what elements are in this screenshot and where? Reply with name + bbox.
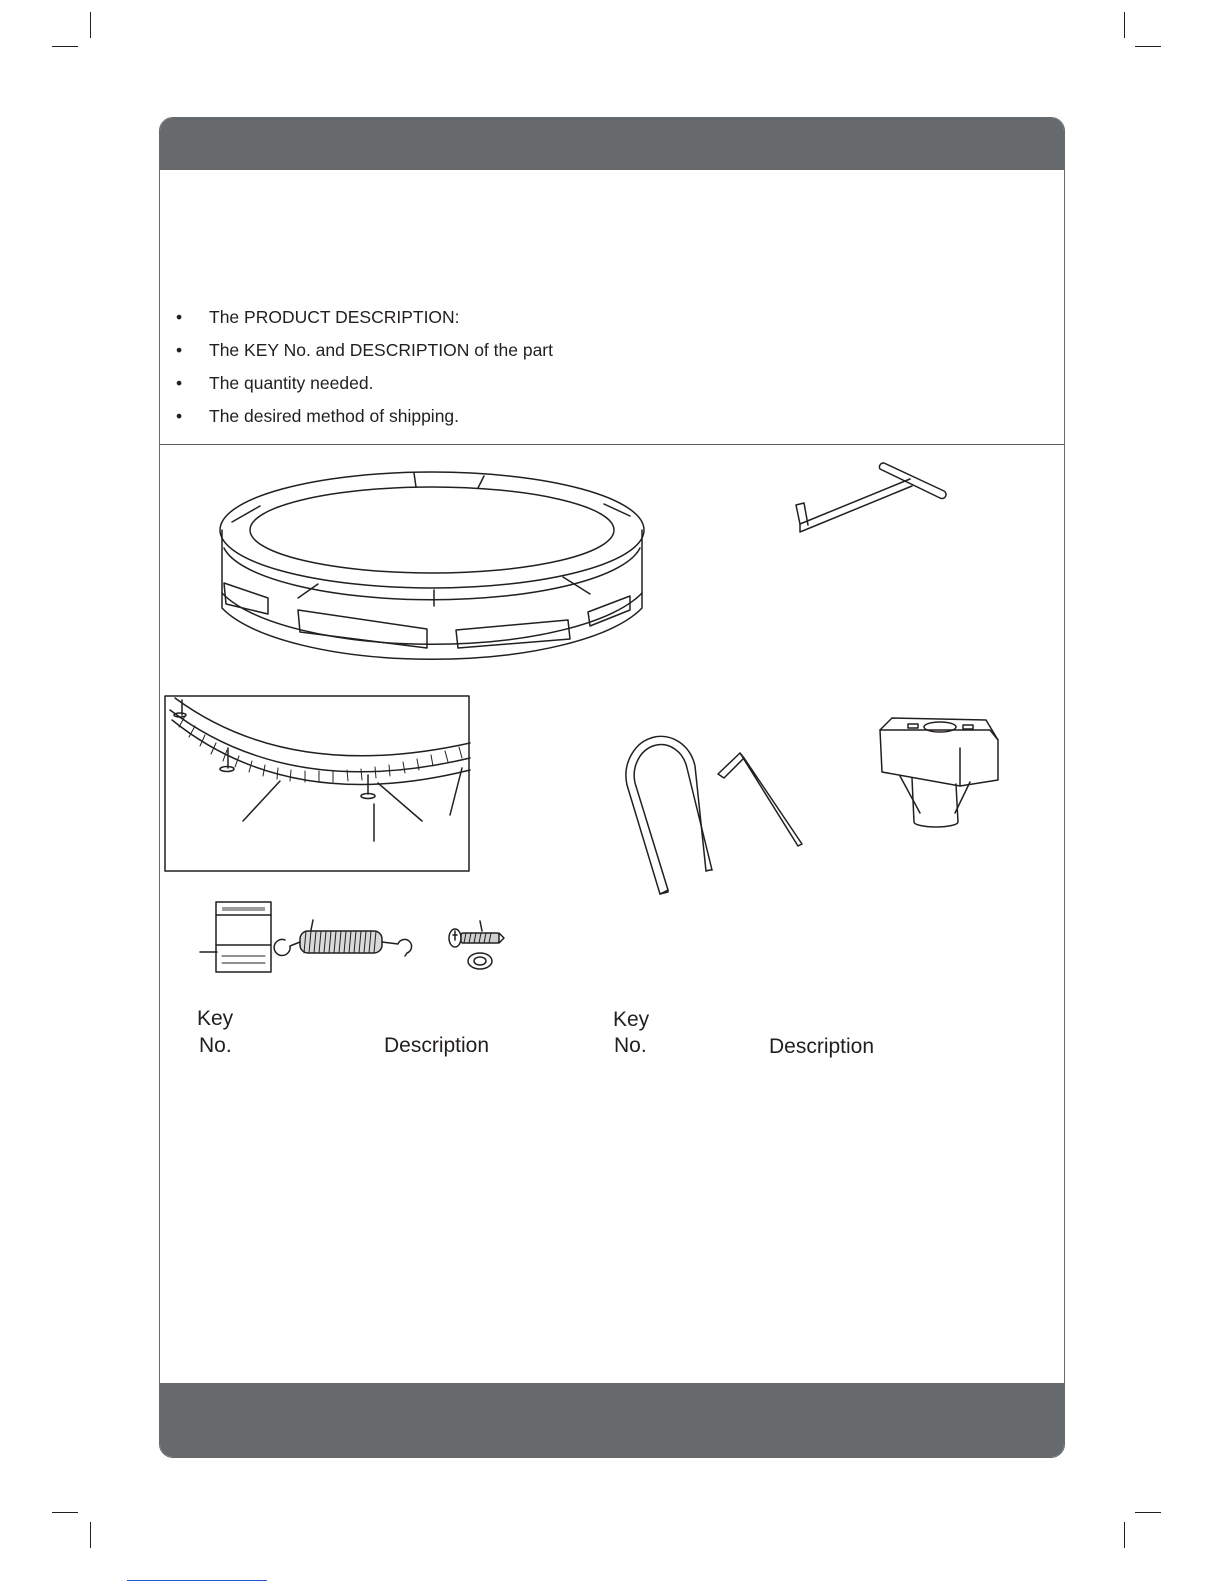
footer-bar xyxy=(160,1383,1064,1457)
manual-illustration xyxy=(200,902,271,972)
list-item: • The desired method of shipping. xyxy=(172,405,553,438)
right-description-label: Description xyxy=(769,1035,875,1058)
crop-mark-bottom-right-v xyxy=(1124,1522,1125,1548)
spring-illustration xyxy=(274,920,411,956)
parts-illustrations xyxy=(160,118,1065,1458)
l-stake-illustration xyxy=(718,753,802,846)
crop-mark-top-left-v xyxy=(90,12,91,38)
crop-mark-bottom-left-v xyxy=(90,1522,91,1548)
bullet-text: The KEY No. and DESCRIPTION of the part xyxy=(209,340,553,360)
t-wrench-illustration xyxy=(796,463,946,532)
crop-mark-bottom-right-h xyxy=(1135,1512,1161,1513)
crop-mark-top-right-v xyxy=(1124,12,1125,38)
spring-inset-illustration xyxy=(165,696,470,871)
u-stake-illustration xyxy=(626,736,712,894)
parts-list-card xyxy=(159,117,1065,1458)
list-item: • The KEY No. and DESCRIPTION of the part xyxy=(172,339,553,372)
bullet-text: The PRODUCT DESCRIPTION: xyxy=(209,307,460,327)
bullet-text: The desired method of shipping. xyxy=(209,406,460,426)
screw-illustration xyxy=(449,921,504,969)
left-key-label: Key xyxy=(197,1007,234,1030)
frame-pad-illustration xyxy=(220,472,644,659)
bullet-text: The quantity needed. xyxy=(209,373,374,393)
crop-mark-top-right-h xyxy=(1135,46,1161,47)
right-key-label: Key xyxy=(613,1008,650,1031)
left-no-label: No. xyxy=(199,1034,232,1057)
left-description-label: Description xyxy=(384,1034,490,1057)
t-joint-illustration xyxy=(880,718,998,827)
list-item: • The quantity needed. xyxy=(172,372,553,405)
right-no-label: No. xyxy=(614,1034,647,1057)
list-item: • The PRODUCT DESCRIPTION: xyxy=(172,306,553,339)
crop-mark-bottom-left-h xyxy=(52,1512,78,1513)
link-underline xyxy=(127,1580,267,1581)
crop-mark-top-left-h xyxy=(52,46,78,47)
